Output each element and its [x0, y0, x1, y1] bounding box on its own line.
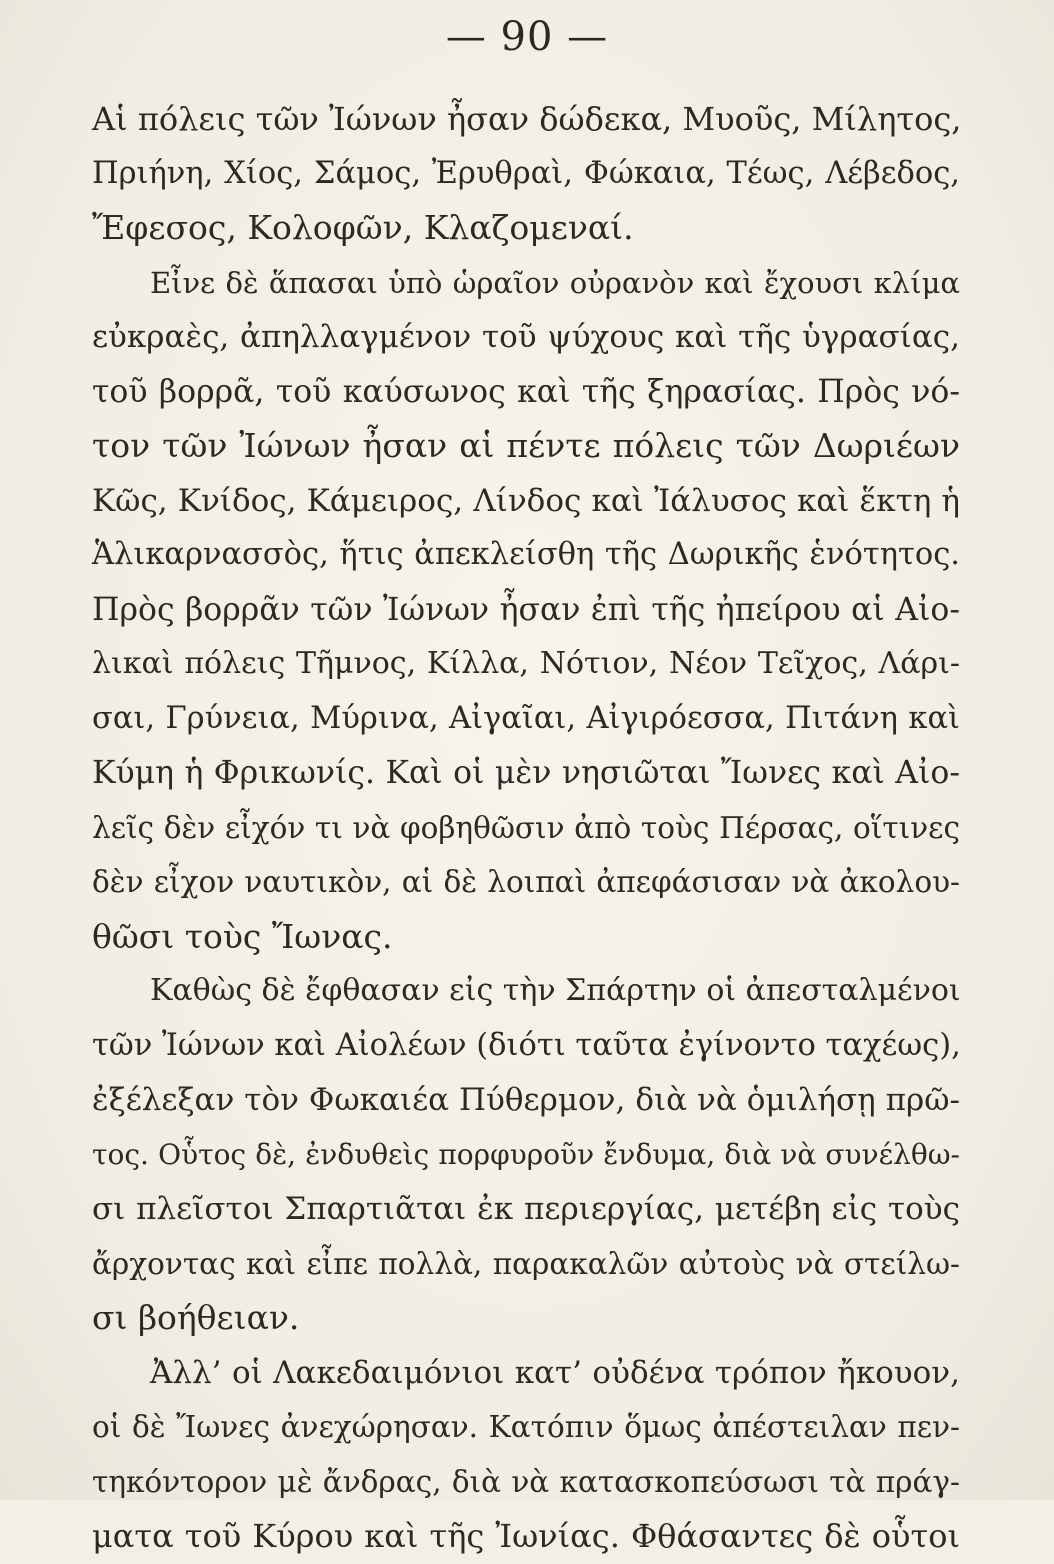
- text-line: δὲν εἶχον ναυτικὸν, αἱ δὲ λοιπαὶ ἀπεφάσισαν νὰ ἀκολου-: [92, 865, 960, 899]
- text-line: Κῶς, Κνίδος, Κάμειρος, Λίνδος καὶ Ἰάλυσος καὶ ἕκτη ἡ: [92, 482, 960, 519]
- text-line: τον τῶν Ἰώνων ἦσαν αἱ πέντε πόλεις τῶν Δωριέων: [92, 426, 960, 465]
- text-line: Πρὸς βορρᾶν τῶν Ἰώνων ἦσαν ἐπὶ τῆς ἠπείρου αἱ Αἰο-: [92, 591, 960, 628]
- text-line: τῶν Ἰώνων καὶ Αἰολέων (διότι ταῦτα ἐγίνοντο ταχέως),: [92, 1027, 961, 1063]
- text-line: ἄρχοντας καὶ εἶπε πολλὰ, παρακαλῶν αὐτοὺς νὰ στείλω-: [92, 1246, 960, 1281]
- text-line: σι βοήθειαν.: [92, 1298, 300, 1337]
- body-text: [92, 92, 960, 1564]
- text-line: Ἁλικαρνασσὸς, ἥτις ἀπεκλείσθη τῆς Δωρικῆς ἑνότητος.: [92, 537, 960, 572]
- text-line: Πριήνη, Χίος, Σάμος, Ἐρυθραὶ, Φώκαια, Τέως, Λέβεδος,: [92, 155, 960, 191]
- text-line: τηκόντορον μὲ ἄνδρας, διὰ νὰ κατασκοπεύσωσι τὰ πράγ-: [92, 1464, 960, 1499]
- text-line: Ἀλλ’ οἱ Λακεδαιμόνιοι κατ’ οὐδένα τρόπον ἤκουον,: [150, 1354, 960, 1391]
- text-line: λικαὶ πόλεις Τῆμνος, Κίλλα, Νότιον, Νέον Τεῖχος, Λάρι-: [92, 646, 960, 681]
- text-line: οἱ δὲ Ἴωνες ἀνεχώρησαν. Κατόπιν ὅμως ἀπέστειλαν πεν-: [92, 1410, 960, 1444]
- text-line: θῶσι τοὺς Ἴωνας.: [92, 916, 393, 956]
- text-line: τοῦ βορρᾶ, τοῦ καύσωνος καὶ τῆς ξηρασίας. Πρὸς νό-: [92, 373, 960, 410]
- page-number: — 90 —: [445, 14, 609, 60]
- text-line: Ἔφεσος, Κολοφῶν, Κλαζομεναί.: [92, 208, 634, 247]
- text-line: Κύμη ἡ Φρικωνίς. Καὶ οἱ μὲν νησιῶται Ἴωνες καὶ Αἰο-: [92, 755, 960, 791]
- text-line: Καθὼς δὲ ἔφθασαν εἰς τὴν Σπάρτην οἱ ἀπεσταλμένοι: [150, 973, 961, 1008]
- text-line: λεῖς δὲν εἶχόν τι νὰ φοβηθῶσιν ἀπὸ τοὺς Πέρσας, οἵτινες: [92, 810, 960, 845]
- text-line: ἐξέλεξαν τὸν Φωκαιέα Πύθερμον, διὰ νὰ ὁμιλήσῃ πρῶ-: [92, 1082, 960, 1118]
- text-line: ματα τοῦ Κύρου καὶ τῆς Ἰωνίας. Φθάσαντες δὲ οὗτοι: [92, 1517, 960, 1555]
- text-line: Εἶνε δὲ ἅπασαι ὑπὸ ὡραῖον οὐρανὸν καὶ ἔχουσι κλίμα: [150, 265, 960, 300]
- text-line: τος. Οὗτος δὲ, ἐνδυθεὶς πορφυροῦν ἔνδυμα, διὰ νὰ συνέλθω-: [92, 1137, 960, 1171]
- text-line: σαι, Γρύνεια, Μύρινα, Αἰγαῖαι, Αἰγιρόεσσα, Πιτάνη καὶ: [92, 700, 960, 736]
- text-line: σι πλεῖστοι Σπαρτιᾶται ἐκ περιεργίας, μετέβη εἰς τοὺς: [92, 1191, 960, 1227]
- text-line: εὐκραὲς, ἀπηλλαγμένον τοῦ ψύχους καὶ τῆς ὑγρασίας,: [92, 319, 960, 355]
- text-line: Αἱ πόλεις τῶν Ἰώνων ἦσαν δώδεκα, Μυοῦς, Μίλητος,: [92, 100, 962, 138]
